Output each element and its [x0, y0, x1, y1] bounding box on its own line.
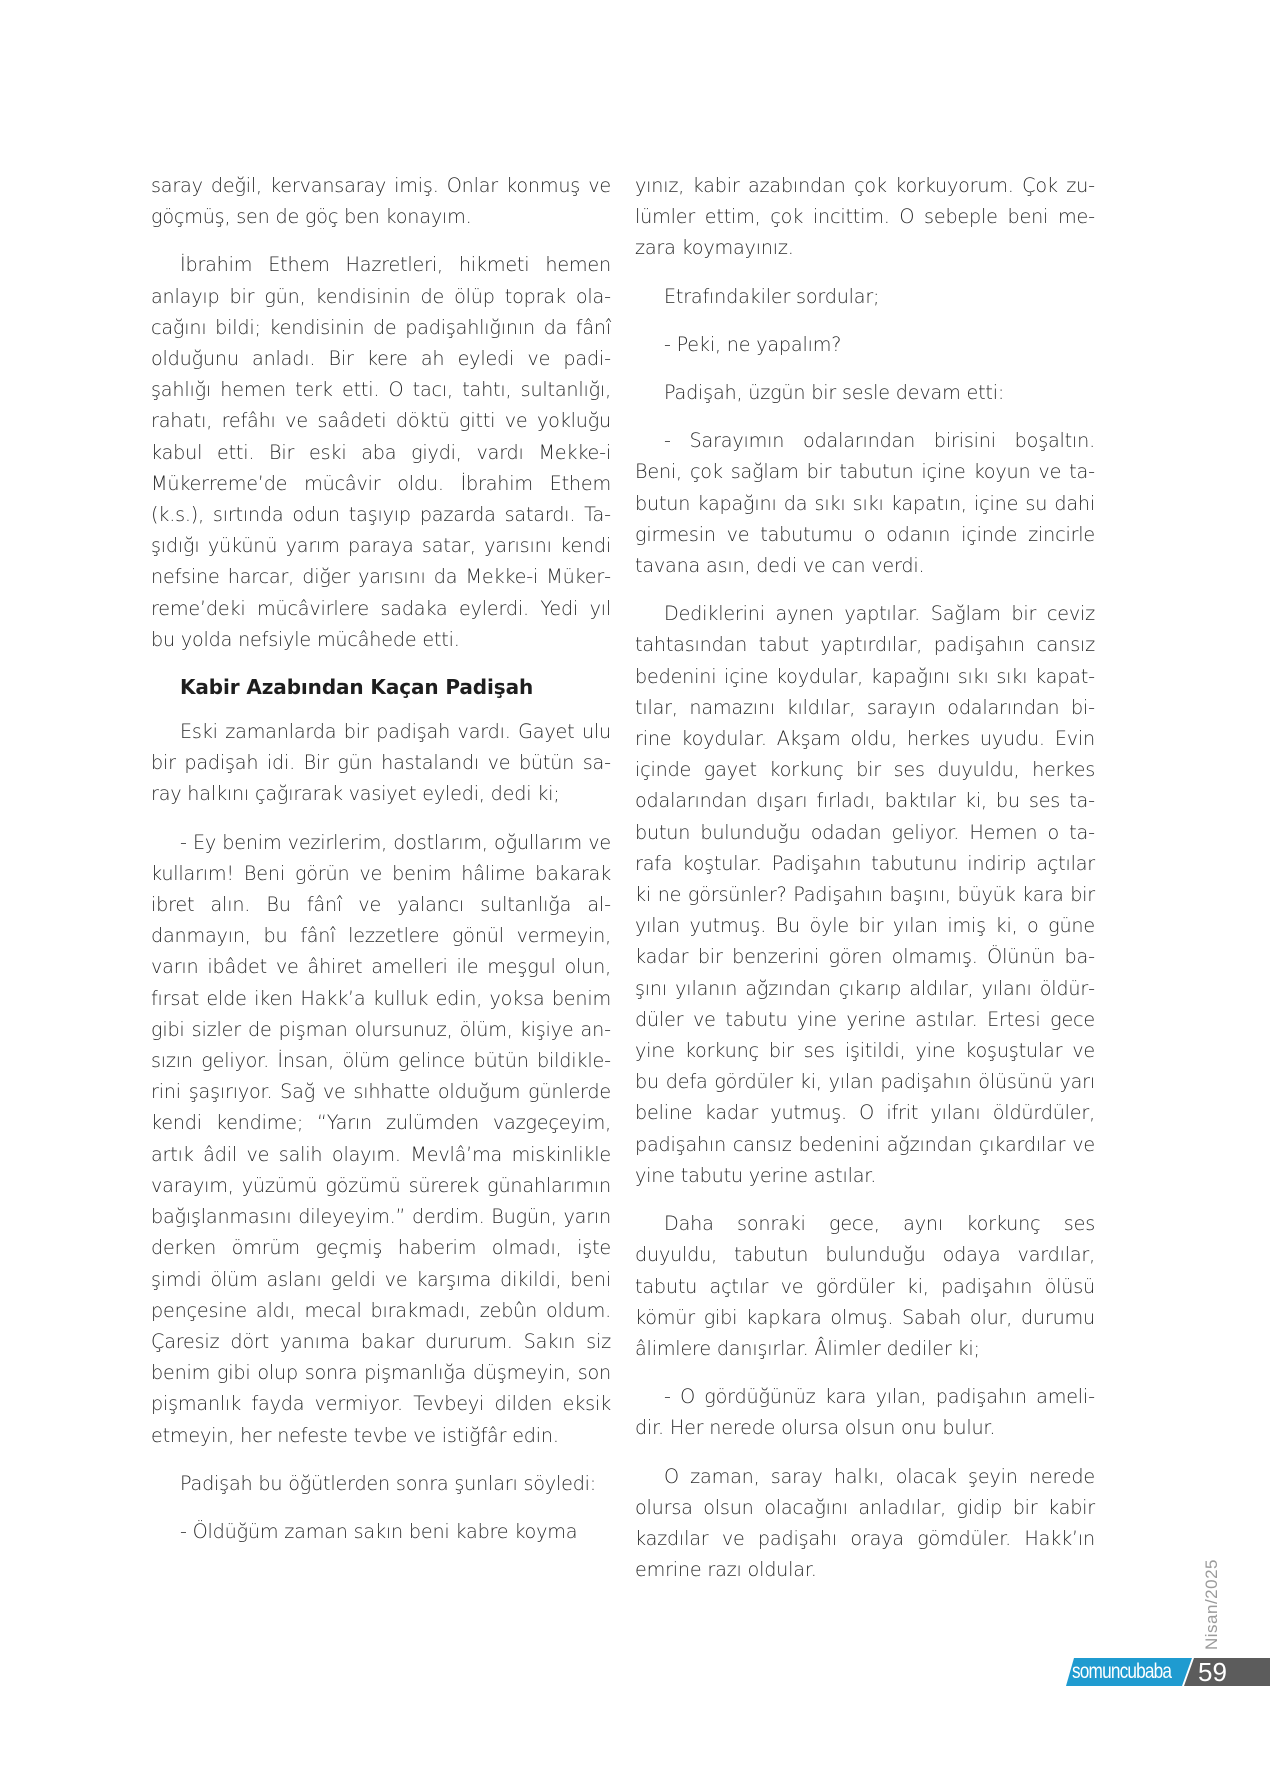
paragraph: yınız, kabir azabından çok korkuyorum. Çok zulümler ettim, çok incittim. O sebeple beni mezara koymayınız. — [635, 174, 1095, 260]
paragraph: saray değil, kervansaray imiş. Onlar konmuş ve göçmüş, sen de göç ben konayım. — [151, 174, 611, 229]
paragraph: Padişah, üzgün bir sesle devam etti: — [664, 381, 1005, 405]
paragraph: - Ey benim vezirlerim, dostlarım, oğullarım ve kullarım! Beni görün ve benim hâlime bakarak ibret alın. Bu fânî ve yalancı sultanlığa aldanmayın, bu fânî lezzetlere gönül vermeyin, varın ibâdet ve âhiret amelleri ile meşgul olun, fırsat elde iken Hakk’a kulluk edin, yoksa benim gibi sizler de pişman olursunuz, ölüm, kişiye ansızın geliyor. İnsan, ölüm gelince bütün bildiklerini şaşırıyor. Sağ ve sıhhatte olduğum günlerde kendi kendime; “Yarın zulümden vazgeçeyim, artık âdil ve salih olayım. Mevlâ’ma miskinlikle varayım, yüzümü gözümü sürerek günahlarımın bağışlanmasını dileyeyim.” derdim. Bugün, yarın derken ömrüm geçmiş haberim olmadı, işte şimdi ölüm aslanı geldi ve karşıma dikildi, beni pençesine aldı, mecal bırakmadı, zebûn oldum. Çaresiz dört yanıma bakar dururum. Sakın siz benim gibi olup sonra pişmanlığa düşmeyin, son pişmanlık fayda vermiyor. Tevbeyi dilden eksik etmeyin, her nefeste tevbe ve istiğfâr edin. — [151, 830, 611, 1447]
paragraph: - Sarayımın odalarından birisini boşaltın. Beni, çok sağlam bir tabutun içine koyun ve tabutun kapağını da sıkı sıkı kapatın, içine su dahi girmesin ve tabutumu o odanın içinde zincirle tavana asın, dedi ve can verdi. — [635, 429, 1095, 578]
paragraph: Eski zamanlarda bir padişah vardı. Gayet ulu bir padişah idi. Bir gün hastalandı ve bütün saray halkını çağırarak vasiyet eyledi, dedi ki; — [151, 720, 611, 806]
brand-logo: somuncubaba — [1072, 1660, 1172, 1683]
paragraph: Daha sonraki gece, aynı korkunç ses duyuldu, tabutun bulunduğu odaya vardılar, tabutu açtılar ve gördüler ki, padişahın ölüsü kömür gibi kapkara olmuş. Sabah olur, durumu âlimlere danışırlar. Âlimler dediler ki; — [635, 1212, 1095, 1360]
paragraph: - Peki, ne yapalım? — [664, 332, 842, 356]
issue-date: Nisan/2025 — [1202, 1558, 1221, 1650]
paragraph: İbrahim Ethem Hazretleri, hikmeti hemen anlayıp bir gün, kendisinin de ölüp toprak olacağını bildi; kendisinin de padişahlığının da fânî olduğunu anladı. Bir kere ah eyledi ve padişahlığı hemen terk etti. O tacı, tahtı, sultanlığı, rahatı, refâhı ve saâdeti döktü gitti ve yokluğu kabul etti. Bir eski aba giydi, vardı Mekke-i Mükerreme’de mücâvir oldu. İbrahim Ethem (k.s.), sırtında odun taşıyıp pazarda satardı. Taşıdığı yükünü yarım paraya satar, yarısını kendi nefsine harcar, diğer yarısını da Mekke-i Mükerreme’deki mücâvirlere sadaka eylerdi. Yedi yıl bu yolda nefsiyle mücâhede etti. — [151, 253, 611, 651]
paragraph: O zaman, saray halkı, olacak şeyin nerede olursa olsun olacağını anladılar, gidip bir kabir kazdılar ve padişahı oraya gömdüler. Hakk’ın emrine razı oldular. — [635, 1464, 1095, 1582]
left-column — [151, 170, 611, 1564]
section-heading: Kabir Azabından Kaçan Padişah — [180, 675, 534, 700]
paragraph: Dediklerini aynen yaptılar. Sağlam bir ceviz tahtasından tabut yaptırdılar, padişahın cansız bedenini içine koydular, kapağını sıkı sıkı kapattılar, namazını kıldılar, sarayın odalarından birine koydular. Akşam oldu, herkes uyudu. Evin içinde gayet korkunç bir ses duyuldu, herkes odalarından dışarı fırladı, baktılar ki, bu ses tabutun bulunduğu odadan geliyor. Hemen o tarafa koştular. Padişahın tabutunu indirip açtılar ki ne görsünler? Padişahın başını, büyük kara bir yılan yutmuş. Bu öyle bir yılan imiş ki, o güne kadar bir benzerini gören olmamış. Ölünün başını yılanın ağzından çıkarıp aldılar, yılanı öldürdüler ve tabutu yine yerine astılar. Ertesi gece yine korkunç bir ses işitildi, yine koşuştular ve bu defa gördüler ki, yılan padişahın ölüsünü yarı beline kadar yutmuş. O ifrit yılanı öldürdüler, padişahın cansız bedenini ağzından çıkardılar ve yine tabutu yerine astılar. — [635, 602, 1095, 1187]
paragraph: Padişah bu öğütlerden sonra şunları söyledi: — [180, 1471, 597, 1495]
paragraph: - O gördüğünüz kara yılan, padişahın amelidir. Her nerede olursa olsun onu bulur. — [635, 1385, 1095, 1440]
page-number-bar — [1184, 1658, 1270, 1686]
paragraph: - Öldüğüm zaman sakın beni kabre koyma — [180, 1519, 578, 1543]
page-number: 59 — [1198, 1657, 1227, 1687]
paragraph: Etrafındakiler sordular; — [664, 284, 880, 308]
right-column — [635, 170, 1095, 1602]
